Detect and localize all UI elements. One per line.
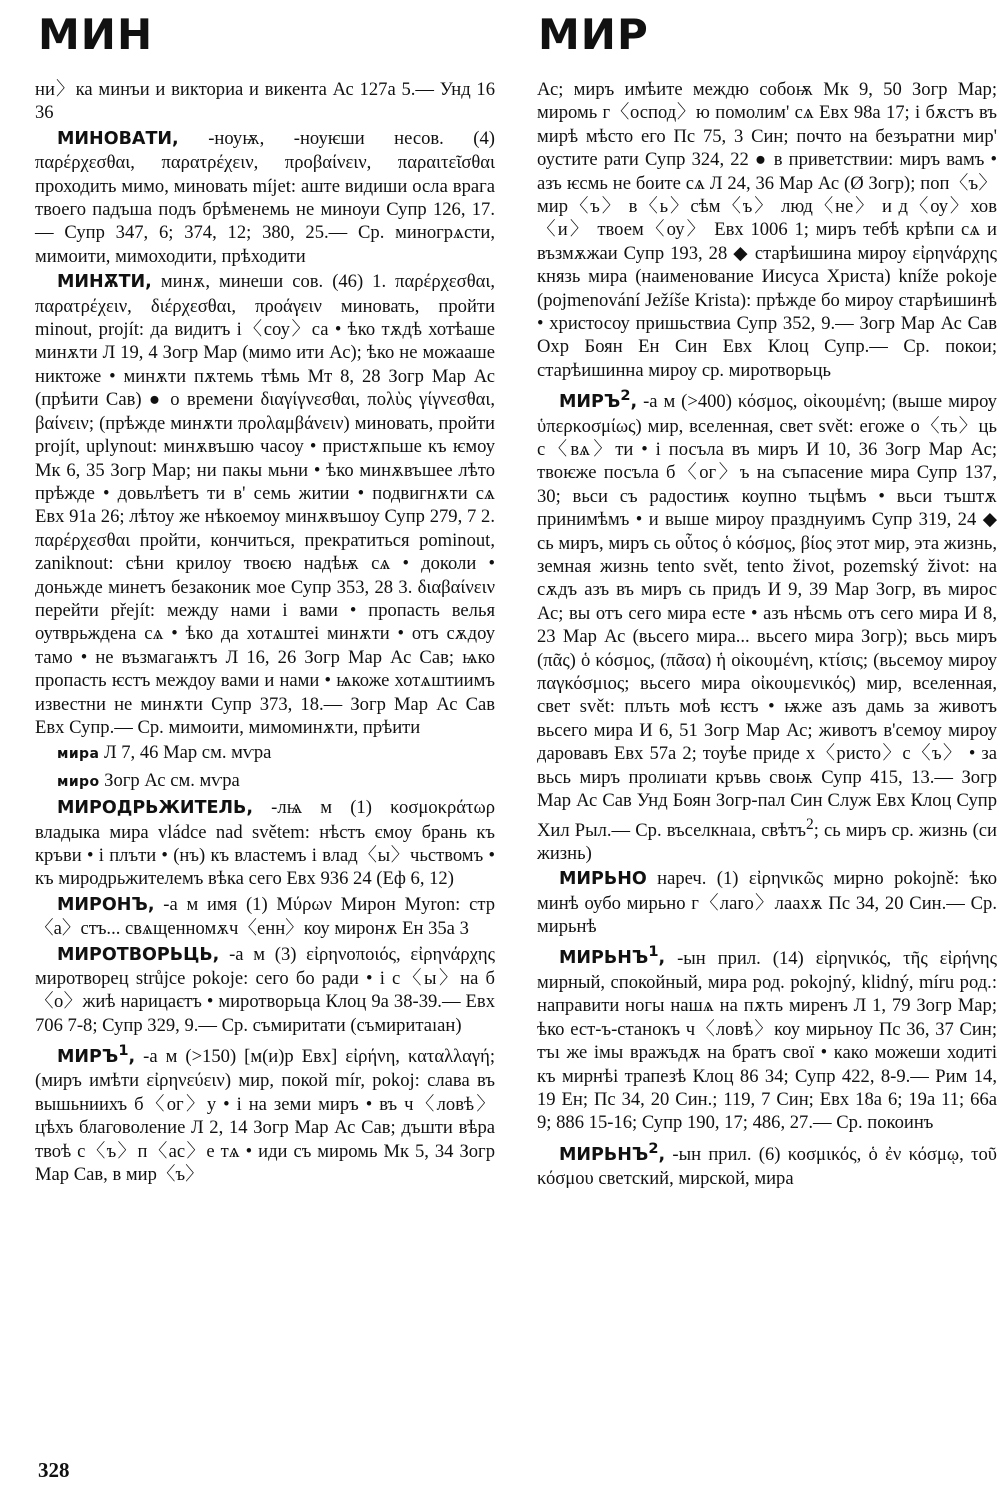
entry-text: -а м (>150) [м(и)р Евх] εἰρήνη, καταλλαγή; (миръ имѣти εἰρηνεύειν) мир, покой mír, pokoj: слава въ вышьниихъ б〈ог〉у • і на земи миръ • въ ч〈ловѣ〉цѣхъ благоволение Л 2, 14 Зогр Мар Ас Сав; дъшти вѣра твоѣ с〈ъ〉п〈ас〉е тѧ • иди съ миромь Мк 5, 34 Зогр Мар Сав, в мир〈ъ〉 (35, 1046, 495, 1186)
dictionary-entry (35, 270, 495, 739)
headword: МИРОТВОРЬЦЬ, (57, 944, 220, 965)
headword: МИРОНЪ, (57, 894, 155, 915)
entry-text: Зогр Ас см. мѵра (104, 769, 240, 791)
entry-text: минѫ, минеши сов. (46) 1. παρέρχεσθαι, παρατρέχειν, διέρχεσθαι, προάγειν миновать, пройти minout, projít: да видитъ і〈соу〉са • ѣко тѫдѣ хотѣаше минѫти Л 19, 4 Зогр Мар (мимо ити Ас); ѣко не можааше никтоже • минѫти пѫтемь тѣмь Мт 8, 28 Зогр Мар Ас (прѣити Сав) ● о времени διαγίγνεσθαι, πολὺς γίγνεσθαι, βαίνειν; (прѣжде минѫти προλαμβάνειν) миновать, пройти projít, uplynout: минѫвъшю часоу • пристѫпьше къ ѥмоу Мк 6, 35 Зогр Мар; ни пакы мьни • ѣко минѫвъшее лѣто прѣжде • довьлѣетъ ти в' семь житии • подвигнѫти сѧ Евх 91а 26; лѣтоу же нѣкоемоу минѫвъшоу Супр 279, 7 2. παρέρχεσθαι пройти, кончиться, прекратиться pominout, zaniknout: сѣни крилоу твоєю надѣѭ сѧ • доколи • доньжде минетъ безаконик мое Супр 353, 28 3. διαβαίνειν перейти přejít: между нами і вами • пропасть велья оутврьждена сѧ • ѣко да хотѧштеі минѫти • отъ сѫдоу тамо • не възмагаѭтъ Л 16, 26 Зогр Мар Ас Сав; ѩко пропасть ѥстъ междоу вами и нами • ѩкоже хотѧштиимъ известни не минѫти Супр 373, 18.— Зогр Мар Ас Сав Евх Супр.— Ср. мимоити, мимоминѫти, прѣити (35, 271, 495, 738)
headword: МИРЬНО (559, 869, 647, 890)
dictionary-entry (35, 796, 495, 891)
headword: мира (57, 746, 100, 763)
headword: МИРЬНЪ$^2$, (559, 1139, 666, 1165)
dictionary-entry (537, 384, 997, 865)
dictionary-entry (35, 1039, 495, 1186)
running-head-left: МИН (38, 10, 154, 59)
entry-text: -а м (>400) κόσμος, οἰκουμένη; (выше мироу ὑπερκοσμίως) мир, вселенная, свет svět: егоже о〈ть〉ць с〈вѧ〉ти • і посъла въ миръ И 10, 36 Зогр Мар Ас; твоѥже посъла б〈ог〉ъ на съпасение мира Супр 137, 30; вьси съ радостиѭ коупно тьцѣмъ • вьси тъштѫ принимѣмъ • и выше мироу празднуимъ Супр 319, 24 ◆ сь миръ, миръ сь οὗτος ὁ κόσμος, βίος этот мир, эта жизнь, земная жизнь tento svět, tento život, pozemský život: на сѫдъ азъ въ миръ сь придъ И 9, 39 Мар Зогр, въ мирос Ас; вы отъ сего мира есте • азъ нѣсмь отъ сего мира И 8, 23 Мар Ас (вьсего мира... вьсего мира Зогр); вьсь миръ (πᾶς) ὁ κόσμος, (πᾶσα) ἡ οἰκουμένη, κτίσις; (вьсемоу мироу παγκόσμιος; вьсего мира οἰκουμενικός) мир, вселенная, свет svět: плъть моѣ ѥстъ • ѭже азъ дамь за животъ вьсего мира И 6, 51 Зогр Мар Ас; животъ в'семоу мироу даровавъ Евх 57а 2; тоуѣе приде х〈ристо〉с〈ъ〉 • за вьсь миръ пролиıати кръвь своѭ Супр 415, 13.— Зогр Мар Ас Сав Унд Боян Зогр-пал Син Служ Евх Клоц Супр Хил Рыл.— Ср. въселкнаıа, свѣтъ$^2$; сь миръ ср. жизнь (си жизнь) (537, 391, 997, 865)
headword: МИРЪ$^1$, (57, 1042, 136, 1068)
headword: миро (57, 773, 100, 790)
entry-continuation (35, 78, 495, 125)
entry-text: -а м имя (1) Μύρων Мирон Myron: стр〈а〉стъ... свѧщенномѫч〈енн〉коу миронѫ Ен 35а 3 (35, 893, 495, 940)
headword: МИНОВАТИ, (57, 128, 179, 149)
dictionary-entry (35, 893, 495, 941)
headword: МИРЪ$^2$, (559, 387, 638, 413)
dictionary-entry (537, 941, 997, 1135)
headword: МИНѪТИ, (57, 272, 152, 293)
dictionary-entry (35, 741, 495, 766)
dictionary-entry (35, 769, 495, 794)
entry-text: Ас; миръ имѣите междю собоѭ Мк 9, 50 Зогр Мар; миромь г〈оспод〉ю помолим' сѧ Евх 98а 17; і бѫстъ въ мирѣ мѣсто его Пс 75, 3 Син; почто на безъратни мир' оустите рати Супр 324, 22 ● в приветствии: миръ вамъ • азъ ѥсмь не боите сѧ Л 24, 36 Мар Ас (Ø Зогр); поп〈ъ〉 мир〈ъ〉 в〈ь〉сѣм〈ъ〉 люд〈не〉 и д〈оу〉хов〈и〉 твоем〈оу〉 Евх 1006 1; миръ тебѣ крѣпи сѧ и възмѫжаи Супр 193, 28 ◆ старѣишина мироу εἰρηνάρχης князь мира (наименование Иисуса Христа) kníže pokoje (pojmenování Ježíše Krista): прѣжде бо мироу старѣишинѣ • христосоу пришьствиа Супр 352, 9.— Зогр Мар Ас Сав Охр Боян Ен Син Евх Клоц Супр.— Ср. покои; старѣишинна мироу ср. миротворьць (537, 79, 997, 381)
page-number: 328 (38, 1458, 70, 1482)
dictionary-entry (35, 127, 495, 268)
entry-text: -ноуѭ, -ноуѥши несов. (4) παρέρχεσθαι, παρατρέχειν, προβαίνειν, παραιτεῖσθαι проходить мимо, миновать míjet: аште видиши осла врага твоего падъша подъ брѣменемь не миноуи Супр 126, 17.— Супр 347, 6; 374, 12; 380, 25.— Ср. миногрѧсти, мимоити, мимоходити, прѣходити (35, 127, 495, 267)
left-column (35, 78, 495, 1189)
dictionary-entry (537, 867, 997, 938)
entry-text: нареч. (1) εἰρηνικῶς мирно pokojně: ѣко минѣ оубо мирьно г〈лаго〉лаахѫ Пс 34, 20 Син.— Ср. мирьнѣ (537, 868, 998, 938)
entry-continuation (537, 78, 997, 382)
headword: МИРОДРЬЖИТЕЛЬ, (57, 798, 253, 819)
entry-text: -ын прил. (14) εἰρηνικός, τῆς εἰρήνης мирный, спокойный, мира род. pokojný, klidný, míru род.: направити ногы нашѧ на пѫть миренъ Л 1, 79 Зогр Мар; ѣко ест-ъ-станокъ ч〈ловѣ〉коу мирьноу Пс 36, 37 Син; тъı же імы вражъдѫ на братъ свої • како можеши ходиті къ мирнѣі трапезѣ Клоц 86 34; Супр 422, 8-9.— Рим 14, 19 Ен; Пс 34, 20 Син.; 119, 7 Син; Евх 18а 6; 19а 11; 66а 9; 886 15-16; Супр 190, 17; 486, 27.— Ср. покоинъ (537, 947, 997, 1134)
entry-text: Л 7, 46 Мар см. мѵра (103, 742, 272, 764)
entry-text: ни〉ка минъи и викториа и викента Ас 127а 5.— Унд 16 36 (35, 79, 495, 124)
dictionary-entry (35, 943, 495, 1038)
running-head-right: МИР (538, 10, 649, 59)
entry-text: -а м (3) εἰρηνοποιός, εἰρηνάρχης миротворец strůjce pokoje: сего бо ради • і с〈ы〉на б〈о〉жиѣ нарицаєтъ • миротворьца Клоц 9а 38-39.— Евх 706 7-8; Супр 329, 9.— Ср. съмиритати (съмиритаıан) (35, 943, 496, 1036)
dictionary-entry (537, 1137, 997, 1191)
entry-text: -лѩ м (1) κοσμοκράτωρ владыка мира vládce nad světem: нѣстъ ємоу брань къ кръви • і плъти • (нъ) къ властемъ і влад〈ы〉чьствомъ • къ миродрьжителемъ вѣка сего Евх 936 24 (Еф 6, 12) (35, 797, 496, 890)
entry-text: -ын прил. (6) κοσμικός, ὁ ἐν κόσμῳ, τοῦ κόσμου светский, мирской, мира (537, 1143, 998, 1189)
headword: МИРЬНЪ$^1$, (559, 943, 666, 969)
right-column (537, 78, 997, 1192)
